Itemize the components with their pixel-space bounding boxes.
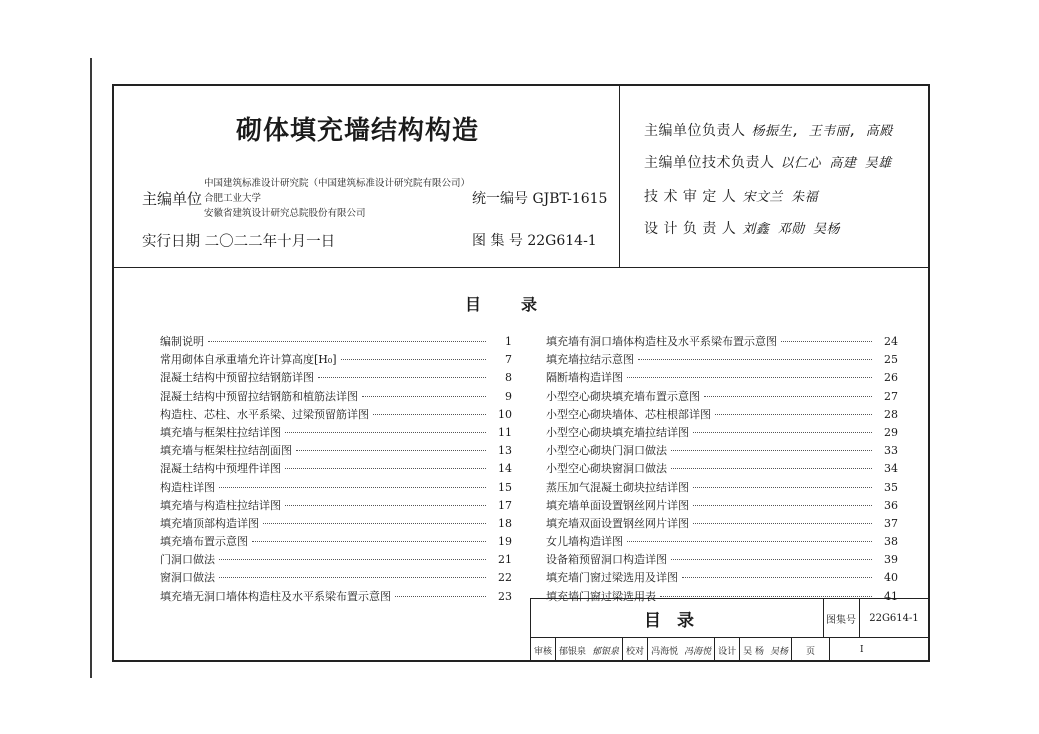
title-block-signoff-row [531,637,929,662]
dot-leader [285,505,486,506]
toc-entry[interactable] [546,369,898,387]
toc-entry-page: 19 [498,535,512,549]
dot-leader [693,432,872,433]
org-item: 安徽省建筑设计研究总院股份有限公司 [204,208,366,219]
toc-entry[interactable] [160,388,512,406]
toc-entry[interactable] [160,406,512,424]
toc-left-column [160,333,512,606]
toc-entry[interactable] [160,551,512,569]
responsible-role: 主编单位技术负责人 [644,155,775,171]
dot-leader [693,487,872,488]
toc-entry-page: 25 [884,353,898,367]
toc-entry-page: 7 [505,353,512,367]
toc-entry[interactable] [160,497,512,515]
toc-entry[interactable] [160,569,512,587]
toc-entry-text: 填充墙与构造柱拉结详图 [160,498,281,512]
signature: 以仁心 高建 吴雄 [780,156,892,171]
toc-entry[interactable] [546,569,898,587]
toc-entry-text: 混凝土结构中预留拉结钢筋详图 [160,371,314,385]
toc-entry-page: 36 [884,498,898,512]
page-label: 页 [806,646,816,657]
toc-entry-text: 小型空心砌块窗洞口做法 [546,462,667,476]
toc-entry-page: 35 [884,480,898,494]
toc-entry-page: 23 [498,589,512,603]
toc-entry[interactable] [160,442,512,460]
binding-edge-line [90,58,92,678]
toc-entry[interactable] [160,533,512,551]
dot-leader [318,377,486,378]
toc-entry-page: 18 [498,516,512,530]
responsible-role: 技 术 审 定 人 [644,189,737,205]
org-label: 主编单位 [142,190,203,208]
dot-leader [263,523,486,524]
toc-entry-text: 填充墙门窗过梁选用及详图 [546,571,678,585]
toc-entry-text: 填充墙无洞口墙体构造柱及水平系梁布置示意图 [160,589,391,603]
dot-leader [296,450,486,451]
atlas-number: 图 集 号 22G614-1 [472,233,597,249]
toc-entry-text: 编制说明 [160,335,204,348]
responsible-row [644,152,892,172]
toc-entry[interactable] [546,388,898,406]
check-label: 校对 [626,646,645,657]
signature: 杨振生, 王韦丽, 高殿 [751,124,893,139]
dot-leader [219,559,486,560]
dot-leader [660,596,872,597]
dot-leader [341,359,486,360]
dot-leader [285,468,486,469]
toc-entry-page: 41 [884,589,898,603]
toc-entry[interactable] [546,333,898,351]
effective-date: 实行日期 二〇二二年十月一日 [142,234,336,250]
dot-leader [627,377,872,378]
toc-entry-text: 小型空心砌块填充墙拉结详图 [546,425,689,439]
toc-entry[interactable] [160,333,512,351]
toc-entry[interactable] [546,479,898,497]
org-item: 合肥工业大学 [204,193,262,204]
toc-entry[interactable] [546,406,898,424]
toc-entry-text: 混凝土结构中预埋件详图 [160,462,281,476]
toc-entry-text: 蒸压加气混凝土砌块拉结详图 [546,480,689,494]
atlas-title: 砌体填充墙结构构造 [236,116,480,146]
toc-entry-text: 填充墙与框架柱拉结详图 [160,425,281,439]
toc-entry-text: 门洞口做法 [160,553,215,567]
toc-entry-text: 小型空心砌块填充墙布置示意图 [546,389,700,403]
toc-entry[interactable] [546,533,898,551]
dot-leader [671,559,872,560]
toc-entry-page: 10 [498,407,512,421]
toc-entry-text: 构造柱详图 [160,480,215,494]
toc-entry-page: 14 [498,462,512,476]
design-label: 设计 [718,646,737,657]
toc-entry[interactable] [546,351,898,369]
checker-name: 冯海悦 [651,646,679,657]
dot-leader [715,414,872,415]
dot-leader [682,577,872,578]
toc-entry-text: 小型空心砌块墙体、芯柱根部详图 [546,407,711,421]
toc-entry-page: 24 [884,335,898,348]
toc-right-column [546,333,898,606]
designer-signature: 吴杨 [769,646,788,657]
toc-entry-page: 26 [884,371,898,385]
toc-entry[interactable] [546,442,898,460]
toc-entry[interactable] [546,497,898,515]
toc-entry-text: 隔断墙构造详图 [546,371,623,385]
toc-entry-text: 填充墙单面设置钢丝网片详图 [546,498,689,512]
toc-entry[interactable] [160,424,512,442]
toc-entry-text: 填充墙拉结示意图 [546,353,634,367]
toc-entry[interactable] [546,424,898,442]
dot-leader [671,468,872,469]
toc-entry[interactable] [160,515,512,533]
dot-leader [219,487,486,488]
reviewer-signature: 郁银泉 [592,646,620,657]
toc-entry[interactable] [160,588,512,606]
reviewer-name: 郁银泉 [559,646,587,657]
toc-entry-text: 设备箱预留洞口构造详图 [546,553,667,567]
signature: 宋文兰 朱福 [742,190,819,205]
dot-leader [219,577,486,578]
toc-entry[interactable] [546,515,898,533]
toc-entry[interactable] [160,479,512,497]
toc-entry-page: 28 [884,407,898,421]
checker-signature: 冯海悦 [684,646,712,657]
toc-entry[interactable] [546,460,898,478]
review-label: 审核 [534,646,553,657]
header-vertical-divider [619,86,620,267]
dot-leader [285,432,486,433]
header-divider [114,267,928,268]
toc-entry-text: 混凝土结构中预留拉结钢筋和植筋法详图 [160,389,358,403]
page-value: I [860,645,864,655]
toc-entry-text: 填充墙布置示意图 [160,535,248,549]
toc-heading: 目录 [464,295,577,314]
toc-entry-text: 填充墙顶部构造详图 [160,516,259,530]
toc-entry-page: 38 [884,535,898,549]
dot-leader [781,341,872,342]
toc-entry[interactable] [546,551,898,569]
toc-entry-page: 22 [498,571,512,585]
title-block-name: 目录 [531,599,824,637]
toc-entry-page: 21 [498,553,512,567]
toc-entry[interactable] [160,369,512,387]
toc-entry-page: 39 [884,553,898,567]
dot-leader [627,541,872,542]
unified-code: 统一编号 GJBT-1615 [472,191,608,207]
toc-entry-text: 填充墙双面设置钢丝网片详图 [546,516,689,530]
toc-entry-text: 窗洞口做法 [160,571,215,585]
toc-entry-page: 40 [884,571,898,585]
toc-entry-page: 9 [505,389,512,403]
dot-leader [693,505,872,506]
title-block-atlas-value: 22G614-1 [869,612,919,624]
toc-entry-text: 小型空心砌块门洞口做法 [546,444,667,458]
dot-leader [395,596,486,597]
toc-entry-text: 常用砌体自承重墙允许计算高度[H₀] [160,353,337,367]
toc-entry[interactable] [160,460,512,478]
dot-leader [362,396,486,397]
toc-entry-page: 29 [884,425,898,439]
responsible-role: 主编单位负责人 [644,123,746,139]
title-block [530,598,930,662]
toc-entry-text: 填充墙有洞口墙体构造柱及水平系梁布置示意图 [546,335,777,348]
toc-entry[interactable] [160,351,512,369]
designer-name: 吴 杨 [743,646,764,657]
toc-entry-page: 33 [884,444,898,458]
toc-entry-text: 填充墙门窗过梁选用表 [546,589,656,603]
signature: 刘鑫 邓勋 吴杨 [742,222,840,237]
toc-entry-text: 填充墙与框架柱拉结剖面图 [160,444,292,458]
toc-entry-page: 8 [505,371,512,385]
responsible-role: 设 计 负 责 人 [644,221,737,237]
drawing-frame [112,84,930,662]
dot-leader [638,359,872,360]
toc-entry-page: 15 [498,480,512,494]
org-item: 中国建筑标准设计研究院（中国建筑标准设计研究院有限公司） [204,178,471,189]
responsible-row [644,186,818,206]
dot-leader [208,341,486,342]
dot-leader [671,450,872,451]
toc-entry-page: 17 [498,498,512,512]
dot-leader [373,414,486,415]
toc-entry-page: 1 [505,335,512,348]
title-block-atlas-label: 图集号 [823,599,860,637]
toc-entry-text: 构造柱、芯柱、水平系梁、过梁预留筋详图 [160,407,369,421]
toc-entry-page: 34 [884,462,898,476]
toc-entry-page: 27 [884,389,898,403]
toc-entry-page: 11 [498,425,512,439]
dot-leader [252,541,486,542]
toc-entry-text: 女儿墙构造详图 [546,535,623,549]
org-list [204,176,470,221]
responsible-row [644,120,893,140]
responsible-row [644,218,840,238]
toc-entry-page: 37 [884,516,898,530]
toc-entry-page: 13 [498,444,512,458]
dot-leader [693,523,872,524]
dot-leader [704,396,872,397]
